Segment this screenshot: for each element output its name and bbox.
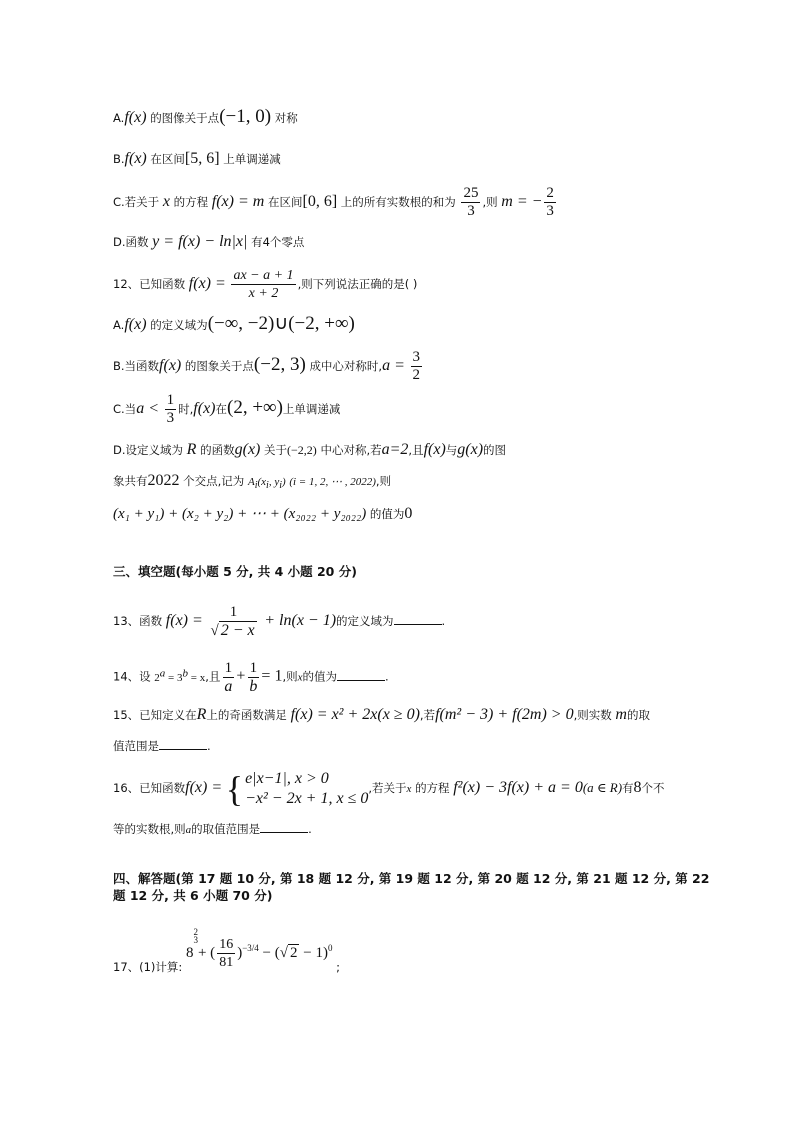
q12-option-b: B.当函数f(x) 的图象关于点(−2, 3) 成中心对称时,a = $\frac{3}{2}$: [113, 349, 421, 383]
q11-option-c: C.若关于 x 的方程 f(x) = m 在区间[0, 6] 上的所有实数根的和为 $\frac{25}{3}$ ,则 m = − $\frac{2}{3}$: [113, 185, 554, 219]
q12-option-a: A.f(x) 的定义域为(−∞, −2)∪(−2, +∞): [113, 313, 355, 334]
q12-option-d-line1: D.设定义域为 R 的函数g(x) 关于(−2,2) 中心对称,若a=2,且f(x)与g(x)的图: [113, 441, 507, 458]
fraction-1-3: $\frac{1}{3}$: [166, 392, 175, 426]
fraction-3-2: $\frac{3}{2}$: [412, 349, 421, 383]
section-4-title-line2: 题 12 分, 共 6 小题 70 分): [113, 888, 273, 903]
section-4-title-line1: 四、解答题(第 17 题 10 分, 第 18 题 12 分, 第 19 题 12 分, 第 20 题 12 分, 第 21 题 12 分, 第 22: [113, 871, 710, 886]
q12-option-d-line3: (x₁ + y₁) + (x₂ + y₂) + ⋯ + (x₂₀₂₂ + y₂₀₂₂) 的值为0: [113, 505, 413, 522]
q16-line1: 16、已知函数f(x) = { e|x−1|, x > 0 −x² − 2x + 1, x ≤ 0 ,若关于x 的方程 f²(x) − 3f(x) + a = 0(a ∈ R)有8个不: [113, 768, 665, 809]
q13-fraction: $\frac{1}{√ 2 - x}$: [210, 603, 255, 639]
q13-answer-blank[interactable]: [394, 610, 442, 625]
piecewise-function: { e|x−1|, x > 0 −x² − 2x + 1, x ≤ 0: [225, 768, 369, 809]
fraction-2-3: $\frac{2}{3}$: [546, 185, 554, 219]
intersection-points: $A_i(x_i$, $y_i$): [247, 476, 286, 492]
q14: 14、设 $2^a = 3^b = x$,且 $\frac{1}{a}$ + $\frac{1}{b}$ = 1,则x的值为 .: [113, 659, 389, 695]
q12-option-d-line2: 象共有2022 个交点,记为 $A_i(x_i$, $y_i$) (i = 1, 2, ⋯ , 2022),则: [113, 472, 392, 492]
q16-line2: 等的实数根,则a的取值范围是 .: [113, 818, 734, 841]
q15-answer-blank[interactable]: [159, 735, 207, 750]
section-3-title: 三、填空题(每小题 5 分, 共 4 小题 20 分): [113, 564, 357, 579]
q17: 17、(1)计算: 8 $^{2 3}$ + ( $\frac{16}{81}$ )$^{-3/4}$ − (√ 2 − 1)$^0$ ;: [113, 927, 340, 974]
q13: 13、函数 f(x) = $\frac{1}{√ 2 - x}$ + ln(x − 1)的定义域为 .: [113, 603, 446, 639]
fraction-25-3: $\frac{25}{3}$: [463, 185, 479, 219]
q16-answer-blank[interactable]: [260, 818, 308, 833]
q12-option-c: C.当a < $\frac{1}{3}$ 时,f(x)在(2, +∞)上单调递减: [113, 392, 341, 426]
q12-function-fraction: $\frac{ax - a + 1}{x + 2}$: [233, 268, 294, 301]
q15-line1: 15、已知定义在R上的奇函数满足 f(x) = x² + 2x(x ≥ 0),若f(m² − 3) + f(2m) > 0,则实数 m的取: [113, 706, 650, 723]
q12-stem: 12、已知函数 f(x) = $\frac{ax - a + 1}{x + 2}$ ,则下列说法正确的是( ): [113, 268, 418, 301]
q14-answer-blank[interactable]: [337, 666, 385, 681]
q11-option-b: B.f(x) 在区间[5, 6] 上单调递减: [113, 150, 281, 167]
q11-option-d: D.函数 y = f(x) − ln|x| 有4个零点: [113, 233, 305, 250]
q15-line2: 值范围是 .: [113, 735, 734, 757]
q11-option-a: A.f(x) 的图像关于点(−1, 0) 对称: [113, 106, 298, 127]
